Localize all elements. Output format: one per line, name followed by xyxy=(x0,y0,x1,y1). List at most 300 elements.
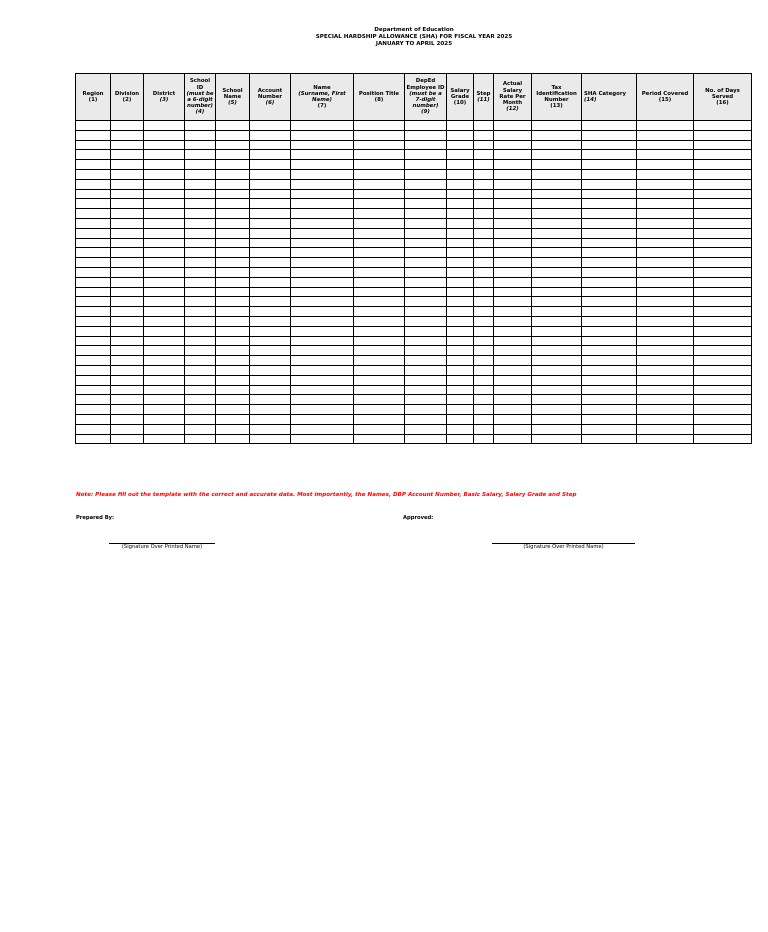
table-cell[interactable] xyxy=(474,150,494,160)
table-cell[interactable] xyxy=(111,424,144,434)
table-cell[interactable] xyxy=(76,434,111,444)
table-cell[interactable] xyxy=(532,199,582,209)
table-cell[interactable] xyxy=(447,267,474,277)
table-cell[interactable] xyxy=(494,248,532,258)
table-cell[interactable] xyxy=(250,267,291,277)
table-cell[interactable] xyxy=(291,287,354,297)
table-cell[interactable] xyxy=(582,336,637,346)
table-cell[interactable] xyxy=(447,150,474,160)
table-cell[interactable] xyxy=(111,297,144,307)
table-cell[interactable] xyxy=(354,307,405,317)
table-cell[interactable] xyxy=(474,140,494,150)
table-cell[interactable] xyxy=(354,248,405,258)
table-cell[interactable] xyxy=(474,434,494,444)
table-cell[interactable] xyxy=(637,395,694,405)
table-cell[interactable] xyxy=(694,238,752,248)
table-cell[interactable] xyxy=(216,336,250,346)
table-cell[interactable] xyxy=(474,395,494,405)
table-cell[interactable] xyxy=(532,248,582,258)
table-cell[interactable] xyxy=(76,121,111,131)
table-cell[interactable] xyxy=(494,140,532,150)
table-cell[interactable] xyxy=(76,238,111,248)
table-cell[interactable] xyxy=(111,385,144,395)
table-cell[interactable] xyxy=(291,385,354,395)
table-cell[interactable] xyxy=(216,307,250,317)
table-cell[interactable] xyxy=(354,218,405,228)
table-cell[interactable] xyxy=(405,346,447,356)
table-cell[interactable] xyxy=(494,356,532,366)
table-cell[interactable] xyxy=(185,130,216,140)
table-cell[interactable] xyxy=(250,238,291,248)
table-cell[interactable] xyxy=(494,297,532,307)
table-cell[interactable] xyxy=(185,346,216,356)
table-cell[interactable] xyxy=(447,199,474,209)
table-cell[interactable] xyxy=(405,356,447,366)
table-cell[interactable] xyxy=(250,307,291,317)
table-cell[interactable] xyxy=(185,375,216,385)
table-cell[interactable] xyxy=(494,287,532,297)
table-cell[interactable] xyxy=(291,160,354,170)
table-cell[interactable] xyxy=(216,434,250,444)
table-cell[interactable] xyxy=(694,140,752,150)
table-cell[interactable] xyxy=(582,130,637,140)
table-cell[interactable] xyxy=(405,209,447,219)
table-cell[interactable] xyxy=(405,405,447,415)
table-cell[interactable] xyxy=(250,287,291,297)
table-cell[interactable] xyxy=(185,179,216,189)
table-cell[interactable] xyxy=(494,326,532,336)
table-cell[interactable] xyxy=(185,307,216,317)
table-cell[interactable] xyxy=(637,424,694,434)
table-cell[interactable] xyxy=(354,346,405,356)
table-cell[interactable] xyxy=(405,218,447,228)
table-cell[interactable] xyxy=(185,228,216,238)
table-cell[interactable] xyxy=(474,130,494,140)
table-cell[interactable] xyxy=(532,395,582,405)
table-cell[interactable] xyxy=(76,365,111,375)
table-cell[interactable] xyxy=(447,130,474,140)
table-cell[interactable] xyxy=(354,356,405,366)
table-cell[interactable] xyxy=(216,287,250,297)
table-cell[interactable] xyxy=(694,405,752,415)
table-cell[interactable] xyxy=(532,365,582,375)
table-cell[interactable] xyxy=(582,405,637,415)
table-cell[interactable] xyxy=(250,395,291,405)
table-cell[interactable] xyxy=(216,414,250,424)
table-cell[interactable] xyxy=(447,375,474,385)
table-cell[interactable] xyxy=(216,375,250,385)
table-cell[interactable] xyxy=(250,228,291,238)
table-cell[interactable] xyxy=(291,316,354,326)
table-cell[interactable] xyxy=(111,365,144,375)
table-cell[interactable] xyxy=(76,130,111,140)
table-cell[interactable] xyxy=(291,277,354,287)
table-cell[interactable] xyxy=(111,248,144,258)
table-cell[interactable] xyxy=(144,395,185,405)
table-cell[interactable] xyxy=(144,130,185,140)
table-cell[interactable] xyxy=(250,248,291,258)
table-cell[interactable] xyxy=(144,336,185,346)
table-cell[interactable] xyxy=(474,287,494,297)
table-cell[interactable] xyxy=(111,130,144,140)
table-cell[interactable] xyxy=(532,385,582,395)
table-cell[interactable] xyxy=(144,405,185,415)
table-cell[interactable] xyxy=(532,297,582,307)
table-cell[interactable] xyxy=(250,140,291,150)
table-cell[interactable] xyxy=(144,375,185,385)
table-cell[interactable] xyxy=(111,434,144,444)
table-cell[interactable] xyxy=(144,267,185,277)
table-cell[interactable] xyxy=(694,267,752,277)
table-cell[interactable] xyxy=(185,405,216,415)
table-cell[interactable] xyxy=(532,356,582,366)
table-cell[interactable] xyxy=(354,228,405,238)
table-cell[interactable] xyxy=(216,316,250,326)
table-cell[interactable] xyxy=(185,218,216,228)
table-cell[interactable] xyxy=(354,336,405,346)
table-cell[interactable] xyxy=(494,209,532,219)
table-cell[interactable] xyxy=(111,307,144,317)
table-cell[interactable] xyxy=(291,130,354,140)
table-cell[interactable] xyxy=(185,336,216,346)
table-cell[interactable] xyxy=(405,395,447,405)
table-cell[interactable] xyxy=(494,121,532,131)
table-cell[interactable] xyxy=(494,150,532,160)
table-cell[interactable] xyxy=(447,307,474,317)
table-cell[interactable] xyxy=(250,326,291,336)
table-cell[interactable] xyxy=(144,209,185,219)
table-cell[interactable] xyxy=(250,121,291,131)
table-cell[interactable] xyxy=(447,316,474,326)
table-cell[interactable] xyxy=(405,169,447,179)
table-cell[interactable] xyxy=(216,297,250,307)
table-cell[interactable] xyxy=(474,326,494,336)
table-cell[interactable] xyxy=(76,287,111,297)
table-cell[interactable] xyxy=(354,277,405,287)
table-cell[interactable] xyxy=(637,346,694,356)
table-cell[interactable] xyxy=(405,434,447,444)
table-cell[interactable] xyxy=(354,179,405,189)
table-cell[interactable] xyxy=(447,405,474,415)
table-cell[interactable] xyxy=(637,130,694,140)
table-cell[interactable] xyxy=(250,179,291,189)
table-cell[interactable] xyxy=(637,179,694,189)
table-cell[interactable] xyxy=(447,356,474,366)
table-cell[interactable] xyxy=(354,160,405,170)
table-cell[interactable] xyxy=(185,248,216,258)
table-cell[interactable] xyxy=(494,238,532,248)
table-cell[interactable] xyxy=(494,385,532,395)
table-cell[interactable] xyxy=(637,189,694,199)
table-cell[interactable] xyxy=(291,346,354,356)
table-cell[interactable] xyxy=(474,209,494,219)
table-cell[interactable] xyxy=(291,199,354,209)
table-cell[interactable] xyxy=(76,258,111,268)
table-cell[interactable] xyxy=(291,434,354,444)
table-cell[interactable] xyxy=(474,424,494,434)
table-cell[interactable] xyxy=(637,365,694,375)
table-cell[interactable] xyxy=(532,434,582,444)
table-cell[interactable] xyxy=(216,169,250,179)
table-cell[interactable] xyxy=(354,140,405,150)
table-cell[interactable] xyxy=(532,277,582,287)
table-cell[interactable] xyxy=(405,267,447,277)
table-cell[interactable] xyxy=(582,326,637,336)
table-cell[interactable] xyxy=(447,297,474,307)
table-cell[interactable] xyxy=(532,258,582,268)
table-cell[interactable] xyxy=(291,228,354,238)
table-cell[interactable] xyxy=(494,346,532,356)
table-cell[interactable] xyxy=(582,365,637,375)
table-cell[interactable] xyxy=(250,385,291,395)
table-cell[interactable] xyxy=(532,169,582,179)
table-cell[interactable] xyxy=(354,287,405,297)
table-cell[interactable] xyxy=(474,238,494,248)
table-cell[interactable] xyxy=(144,248,185,258)
table-cell[interactable] xyxy=(354,297,405,307)
table-cell[interactable] xyxy=(582,228,637,238)
table-cell[interactable] xyxy=(144,365,185,375)
table-cell[interactable] xyxy=(216,356,250,366)
table-cell[interactable] xyxy=(447,140,474,150)
table-cell[interactable] xyxy=(532,336,582,346)
table-cell[interactable] xyxy=(405,238,447,248)
table-cell[interactable] xyxy=(582,375,637,385)
table-cell[interactable] xyxy=(185,326,216,336)
table-cell[interactable] xyxy=(405,160,447,170)
table-cell[interactable] xyxy=(250,336,291,346)
table-cell[interactable] xyxy=(637,140,694,150)
table-cell[interactable] xyxy=(291,258,354,268)
table-cell[interactable] xyxy=(185,199,216,209)
table-cell[interactable] xyxy=(694,248,752,258)
table-cell[interactable] xyxy=(474,405,494,415)
table-cell[interactable] xyxy=(532,160,582,170)
table-cell[interactable] xyxy=(185,277,216,287)
table-cell[interactable] xyxy=(405,121,447,131)
table-cell[interactable] xyxy=(694,199,752,209)
table-cell[interactable] xyxy=(76,405,111,415)
table-cell[interactable] xyxy=(474,316,494,326)
table-cell[interactable] xyxy=(405,375,447,385)
table-cell[interactable] xyxy=(532,287,582,297)
table-cell[interactable] xyxy=(494,130,532,140)
table-cell[interactable] xyxy=(216,150,250,160)
table-cell[interactable] xyxy=(291,140,354,150)
table-cell[interactable] xyxy=(111,267,144,277)
table-cell[interactable] xyxy=(76,189,111,199)
table-cell[interactable] xyxy=(582,238,637,248)
table-cell[interactable] xyxy=(216,405,250,415)
table-cell[interactable] xyxy=(76,150,111,160)
table-cell[interactable] xyxy=(694,346,752,356)
table-cell[interactable] xyxy=(405,287,447,297)
table-cell[interactable] xyxy=(144,169,185,179)
table-cell[interactable] xyxy=(637,316,694,326)
table-cell[interactable] xyxy=(185,434,216,444)
table-cell[interactable] xyxy=(532,414,582,424)
table-cell[interactable] xyxy=(250,209,291,219)
table-cell[interactable] xyxy=(216,365,250,375)
table-cell[interactable] xyxy=(111,258,144,268)
table-cell[interactable] xyxy=(637,199,694,209)
table-cell[interactable] xyxy=(291,336,354,346)
table-cell[interactable] xyxy=(216,326,250,336)
table-cell[interactable] xyxy=(185,297,216,307)
table-cell[interactable] xyxy=(76,169,111,179)
table-cell[interactable] xyxy=(694,395,752,405)
table-cell[interactable] xyxy=(185,267,216,277)
table-cell[interactable] xyxy=(250,189,291,199)
table-cell[interactable] xyxy=(144,326,185,336)
table-cell[interactable] xyxy=(582,395,637,405)
table-cell[interactable] xyxy=(474,346,494,356)
table-cell[interactable] xyxy=(637,218,694,228)
table-cell[interactable] xyxy=(532,267,582,277)
table-cell[interactable] xyxy=(250,356,291,366)
table-cell[interactable] xyxy=(291,414,354,424)
table-cell[interactable] xyxy=(637,258,694,268)
table-cell[interactable] xyxy=(185,140,216,150)
table-cell[interactable] xyxy=(291,375,354,385)
table-cell[interactable] xyxy=(354,238,405,248)
table-cell[interactable] xyxy=(637,287,694,297)
table-cell[interactable] xyxy=(144,277,185,287)
table-cell[interactable] xyxy=(144,150,185,160)
table-cell[interactable] xyxy=(447,365,474,375)
table-cell[interactable] xyxy=(532,130,582,140)
table-cell[interactable] xyxy=(532,316,582,326)
table-cell[interactable] xyxy=(532,307,582,317)
table-cell[interactable] xyxy=(637,209,694,219)
table-cell[interactable] xyxy=(447,218,474,228)
table-cell[interactable] xyxy=(532,121,582,131)
table-cell[interactable] xyxy=(144,258,185,268)
table-cell[interactable] xyxy=(582,287,637,297)
table-cell[interactable] xyxy=(532,179,582,189)
table-cell[interactable] xyxy=(637,434,694,444)
table-cell[interactable] xyxy=(637,297,694,307)
table-cell[interactable] xyxy=(76,316,111,326)
table-cell[interactable] xyxy=(185,258,216,268)
table-cell[interactable] xyxy=(354,424,405,434)
table-cell[interactable] xyxy=(76,297,111,307)
table-cell[interactable] xyxy=(405,150,447,160)
table-cell[interactable] xyxy=(185,169,216,179)
table-cell[interactable] xyxy=(694,385,752,395)
table-cell[interactable] xyxy=(76,277,111,287)
table-cell[interactable] xyxy=(405,130,447,140)
table-cell[interactable] xyxy=(637,336,694,346)
table-cell[interactable] xyxy=(250,297,291,307)
table-cell[interactable] xyxy=(76,179,111,189)
table-cell[interactable] xyxy=(494,277,532,287)
table-cell[interactable] xyxy=(76,356,111,366)
table-cell[interactable] xyxy=(216,346,250,356)
table-cell[interactable] xyxy=(250,365,291,375)
table-cell[interactable] xyxy=(494,199,532,209)
table-cell[interactable] xyxy=(694,287,752,297)
table-cell[interactable] xyxy=(582,209,637,219)
table-cell[interactable] xyxy=(637,405,694,415)
table-cell[interactable] xyxy=(494,365,532,375)
table-cell[interactable] xyxy=(637,150,694,160)
table-cell[interactable] xyxy=(250,434,291,444)
table-cell[interactable] xyxy=(582,307,637,317)
table-cell[interactable] xyxy=(474,228,494,238)
table-cell[interactable] xyxy=(354,267,405,277)
table-cell[interactable] xyxy=(76,346,111,356)
table-cell[interactable] xyxy=(111,405,144,415)
table-cell[interactable] xyxy=(494,336,532,346)
table-cell[interactable] xyxy=(532,140,582,150)
table-cell[interactable] xyxy=(354,365,405,375)
table-cell[interactable] xyxy=(354,405,405,415)
table-cell[interactable] xyxy=(474,169,494,179)
table-cell[interactable] xyxy=(637,267,694,277)
table-cell[interactable] xyxy=(637,121,694,131)
table-cell[interactable] xyxy=(637,169,694,179)
table-cell[interactable] xyxy=(447,346,474,356)
table-cell[interactable] xyxy=(250,258,291,268)
table-cell[interactable] xyxy=(532,424,582,434)
table-cell[interactable] xyxy=(250,316,291,326)
table-cell[interactable] xyxy=(474,375,494,385)
table-cell[interactable] xyxy=(250,424,291,434)
table-cell[interactable] xyxy=(144,424,185,434)
table-cell[interactable] xyxy=(532,209,582,219)
table-cell[interactable] xyxy=(582,385,637,395)
table-cell[interactable] xyxy=(694,130,752,140)
table-cell[interactable] xyxy=(582,248,637,258)
table-cell[interactable] xyxy=(111,277,144,287)
table-cell[interactable] xyxy=(216,121,250,131)
table-cell[interactable] xyxy=(694,150,752,160)
table-cell[interactable] xyxy=(111,395,144,405)
table-cell[interactable] xyxy=(144,179,185,189)
table-cell[interactable] xyxy=(474,385,494,395)
table-cell[interactable] xyxy=(216,395,250,405)
table-cell[interactable] xyxy=(185,121,216,131)
table-cell[interactable] xyxy=(144,238,185,248)
table-cell[interactable] xyxy=(494,434,532,444)
table-cell[interactable] xyxy=(405,385,447,395)
table-cell[interactable] xyxy=(111,356,144,366)
table-cell[interactable] xyxy=(354,258,405,268)
table-cell[interactable] xyxy=(582,424,637,434)
table-cell[interactable] xyxy=(144,228,185,238)
table-cell[interactable] xyxy=(250,346,291,356)
table-cell[interactable] xyxy=(637,277,694,287)
table-cell[interactable] xyxy=(447,287,474,297)
table-cell[interactable] xyxy=(216,218,250,228)
table-cell[interactable] xyxy=(405,316,447,326)
table-cell[interactable] xyxy=(250,150,291,160)
table-cell[interactable] xyxy=(405,228,447,238)
table-cell[interactable] xyxy=(250,405,291,415)
table-cell[interactable] xyxy=(637,375,694,385)
table-cell[interactable] xyxy=(637,248,694,258)
table-cell[interactable] xyxy=(405,414,447,424)
table-cell[interactable] xyxy=(291,356,354,366)
table-cell[interactable] xyxy=(694,228,752,238)
table-cell[interactable] xyxy=(405,199,447,209)
table-cell[interactable] xyxy=(582,356,637,366)
table-cell[interactable] xyxy=(582,179,637,189)
table-cell[interactable] xyxy=(354,326,405,336)
table-cell[interactable] xyxy=(354,130,405,140)
table-cell[interactable] xyxy=(144,414,185,424)
